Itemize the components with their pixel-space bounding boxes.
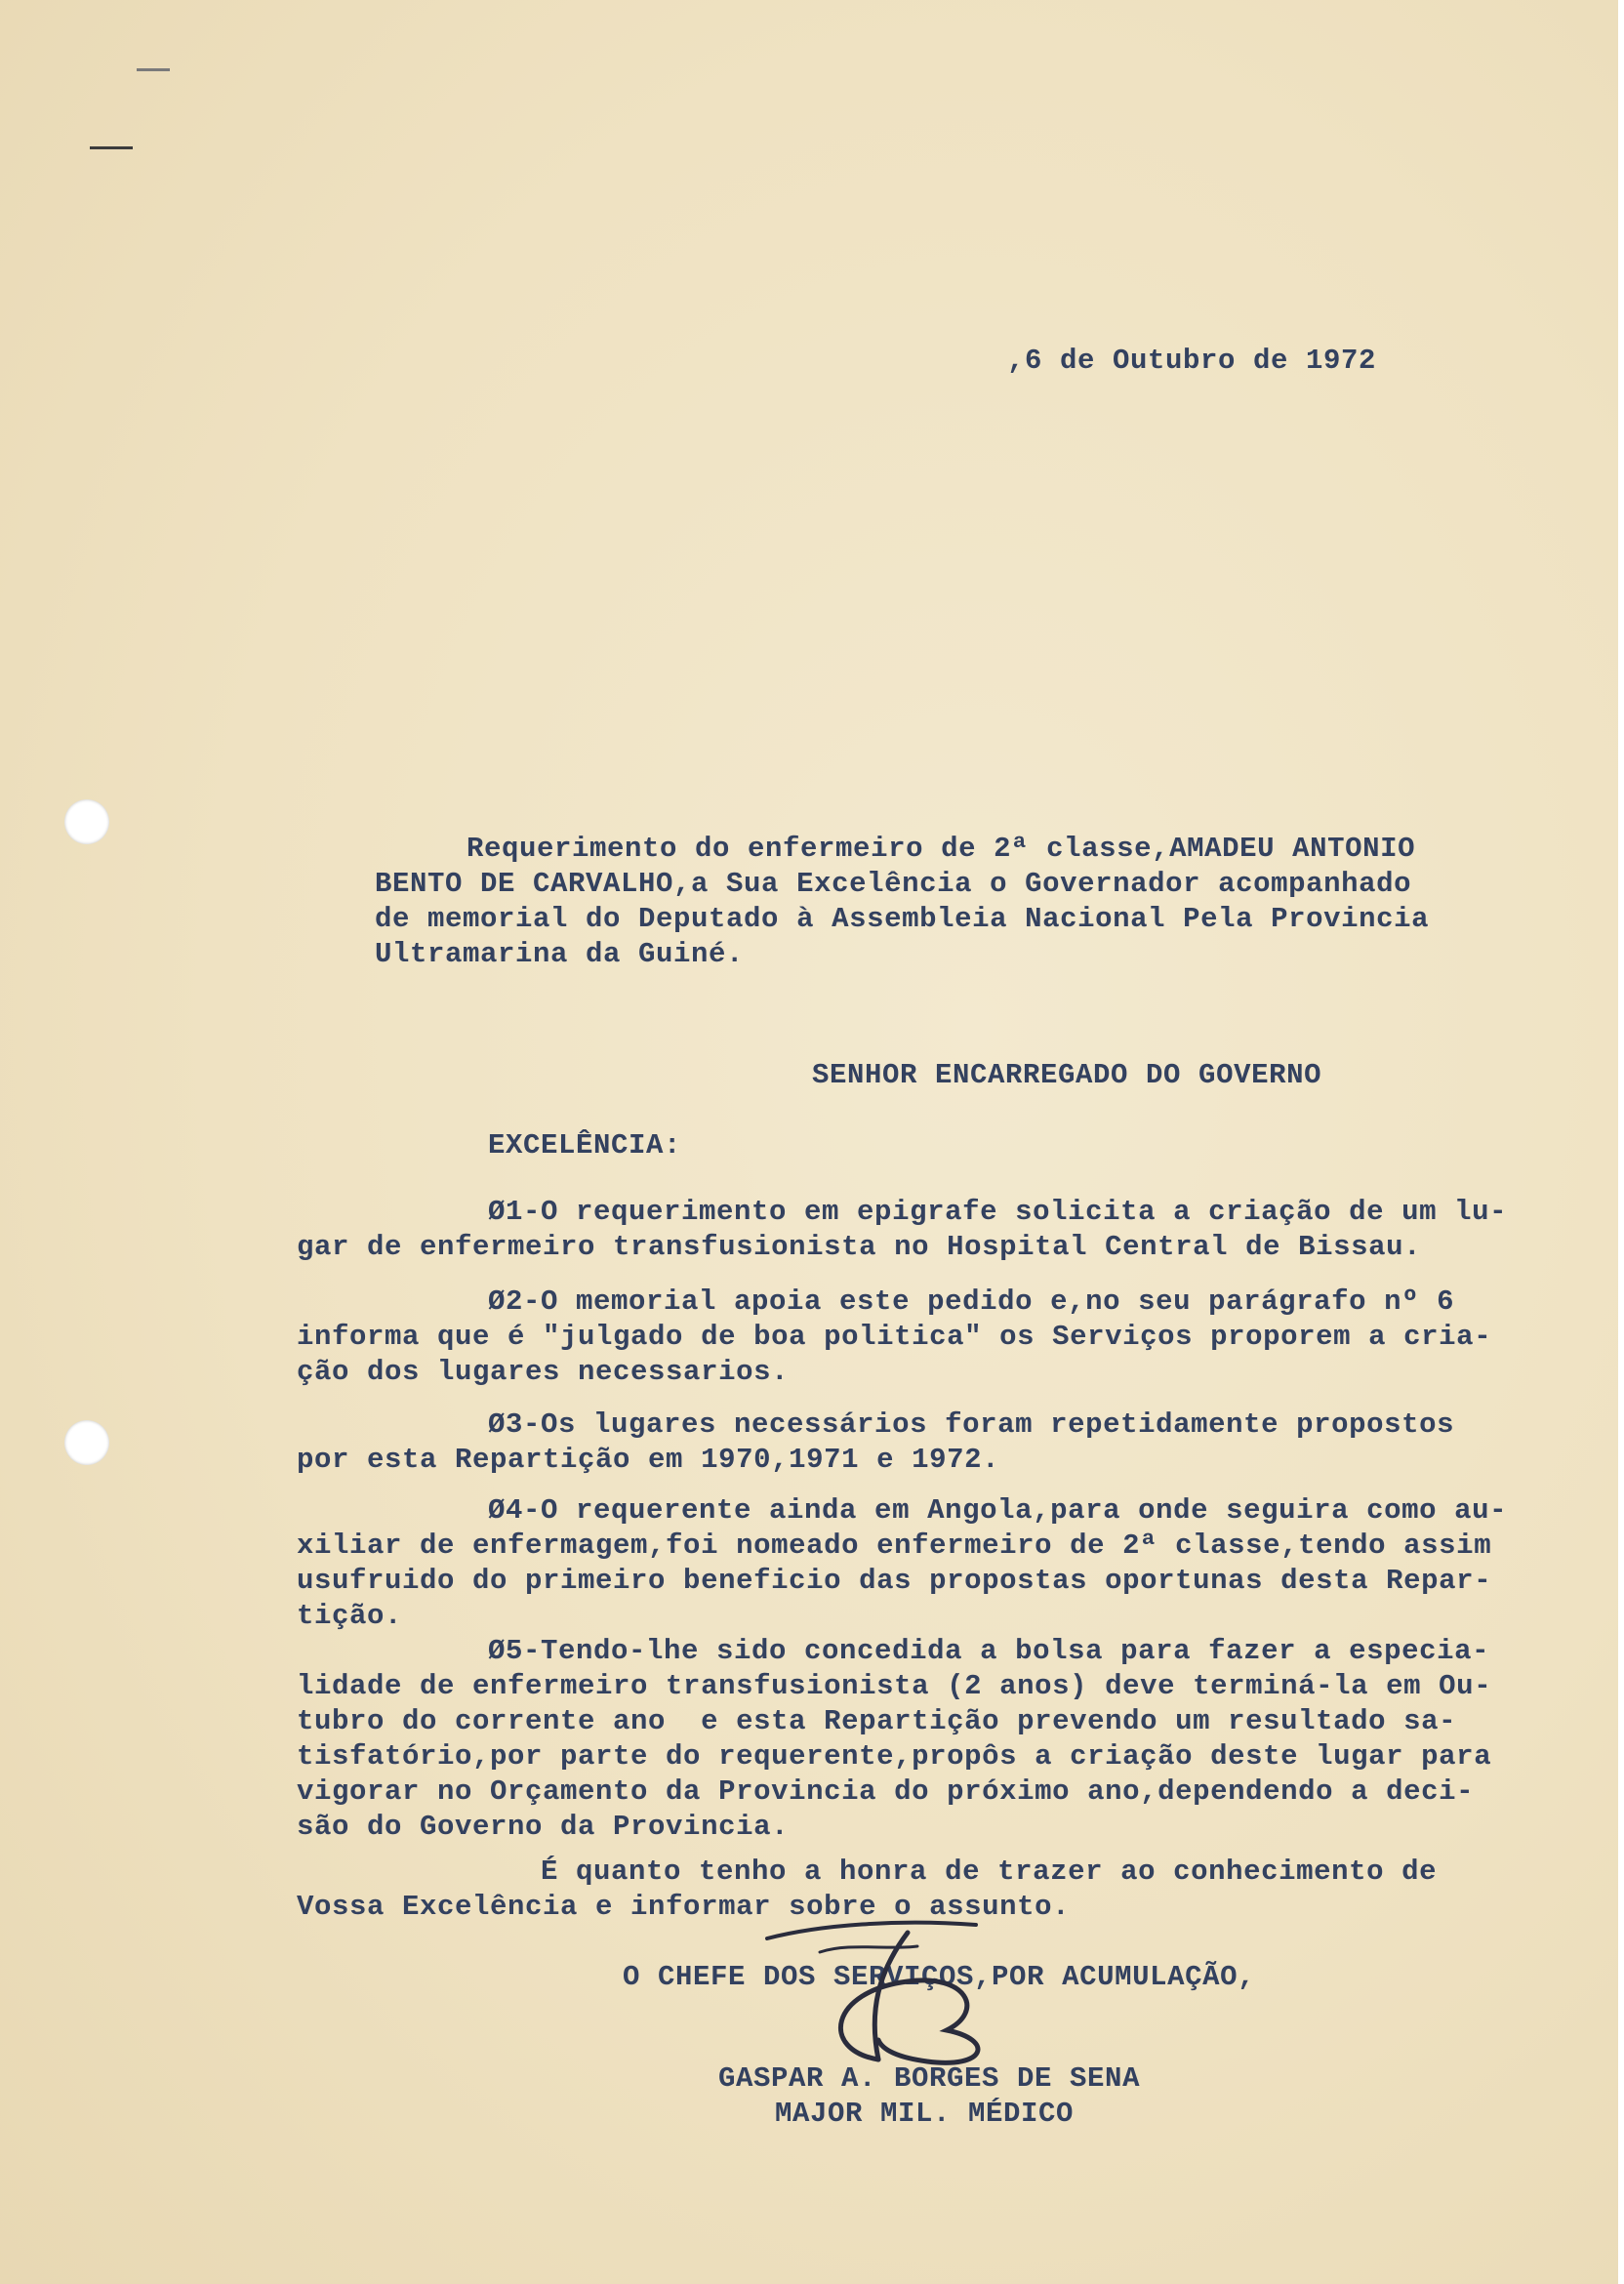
paragraph-line: são do Governo da Provincia. — [297, 1811, 790, 1843]
letter-date: ,6 de Outubro de 1972 — [1007, 345, 1377, 377]
signatory-name: GASPAR A. BORGES DE SENA — [718, 2062, 1141, 2095]
paragraph-line: usufruido do primeiro beneficio das propostas oportunas desta Repar- — [297, 1565, 1492, 1597]
paragraph-line: Vossa Excelência e informar sobre o assunto. — [297, 1891, 1071, 1923]
paragraph-line: tisfatório,por parte do requerente,propôs a criação deste lugar para — [297, 1740, 1492, 1773]
margin-mark — [90, 146, 133, 149]
paragraph-line: gar de enfermeiro transfusionista no Hospital Central de Bissau. — [297, 1231, 1422, 1263]
paragraph-line: vigorar no Orçamento da Provincia do próximo ano,dependendo a deci- — [297, 1775, 1475, 1808]
paragraph-line: Ø5-Tendo-lhe sido concedida a bolsa para fazer a especia- — [488, 1635, 1490, 1667]
subject-line: de memorial do Deputado à Assembleia Nacional Pela Provincia — [375, 903, 1430, 935]
punch-hole-bottom — [64, 1420, 109, 1465]
paragraph-line: Ø3-Os lugares necessários foram repetidamente propostos — [488, 1408, 1455, 1441]
margin-mark-top — [137, 68, 170, 71]
paragraph-line: É quanto tenho a honra de trazer ao conhecimento de — [541, 1856, 1438, 1888]
paragraph-line: xiliar de enfermagem,foi nomeado enfermeiro de 2ª classe,tendo assim — [297, 1529, 1492, 1562]
addressee: SENHOR ENCARREGADO DO GOVERNO — [812, 1059, 1322, 1091]
page-edge — [1618, 0, 1624, 2284]
paragraph-line: tubro do corrente ano e esta Repartição prevendo um resultado sa- — [297, 1705, 1457, 1737]
paragraph-line: por esta Repartição em 1970,1971 e 1972. — [297, 1444, 1000, 1476]
paragraph-line: informa que é "julgado de boa politica" os Serviços proporem a cria- — [297, 1321, 1492, 1353]
punch-hole-top — [64, 799, 109, 844]
paragraph-line: lidade de enfermeiro transfusionista (2 anos) deve terminá-la em Ou- — [297, 1670, 1492, 1702]
paragraph-line: Ø4-O requerente ainda em Angola,para onde seguira como au- — [488, 1494, 1508, 1527]
subject-line: BENTO DE CARVALHO,a Sua Excelência o Governador acompanhado — [375, 868, 1412, 900]
signatory-title: MAJOR MIL. MÉDICO — [775, 2098, 1075, 2130]
paragraph-line: Ø1-O requerimento em epigrafe solicita a criação de um lu- — [488, 1196, 1508, 1228]
subject-line: Ultramarina da Guiné. — [375, 938, 745, 970]
paragraph-line: tição. — [297, 1600, 403, 1632]
paragraph-line: Ø2-O memorial apoia este pedido e,no seu parágrafo nº 6 — [488, 1285, 1455, 1318]
paragraph-line: ção dos lugares necessarios. — [297, 1356, 790, 1388]
signature — [761, 1913, 1015, 2069]
subject-line: Requerimento do enfermeiro de 2ª classe,AMADEU ANTONIO — [467, 833, 1416, 865]
closing: O CHEFE DOS SERVIÇOS,POR ACUMULAÇÃO, — [623, 1961, 1256, 1993]
salutation: EXCELÊNCIA: — [488, 1129, 682, 1162]
